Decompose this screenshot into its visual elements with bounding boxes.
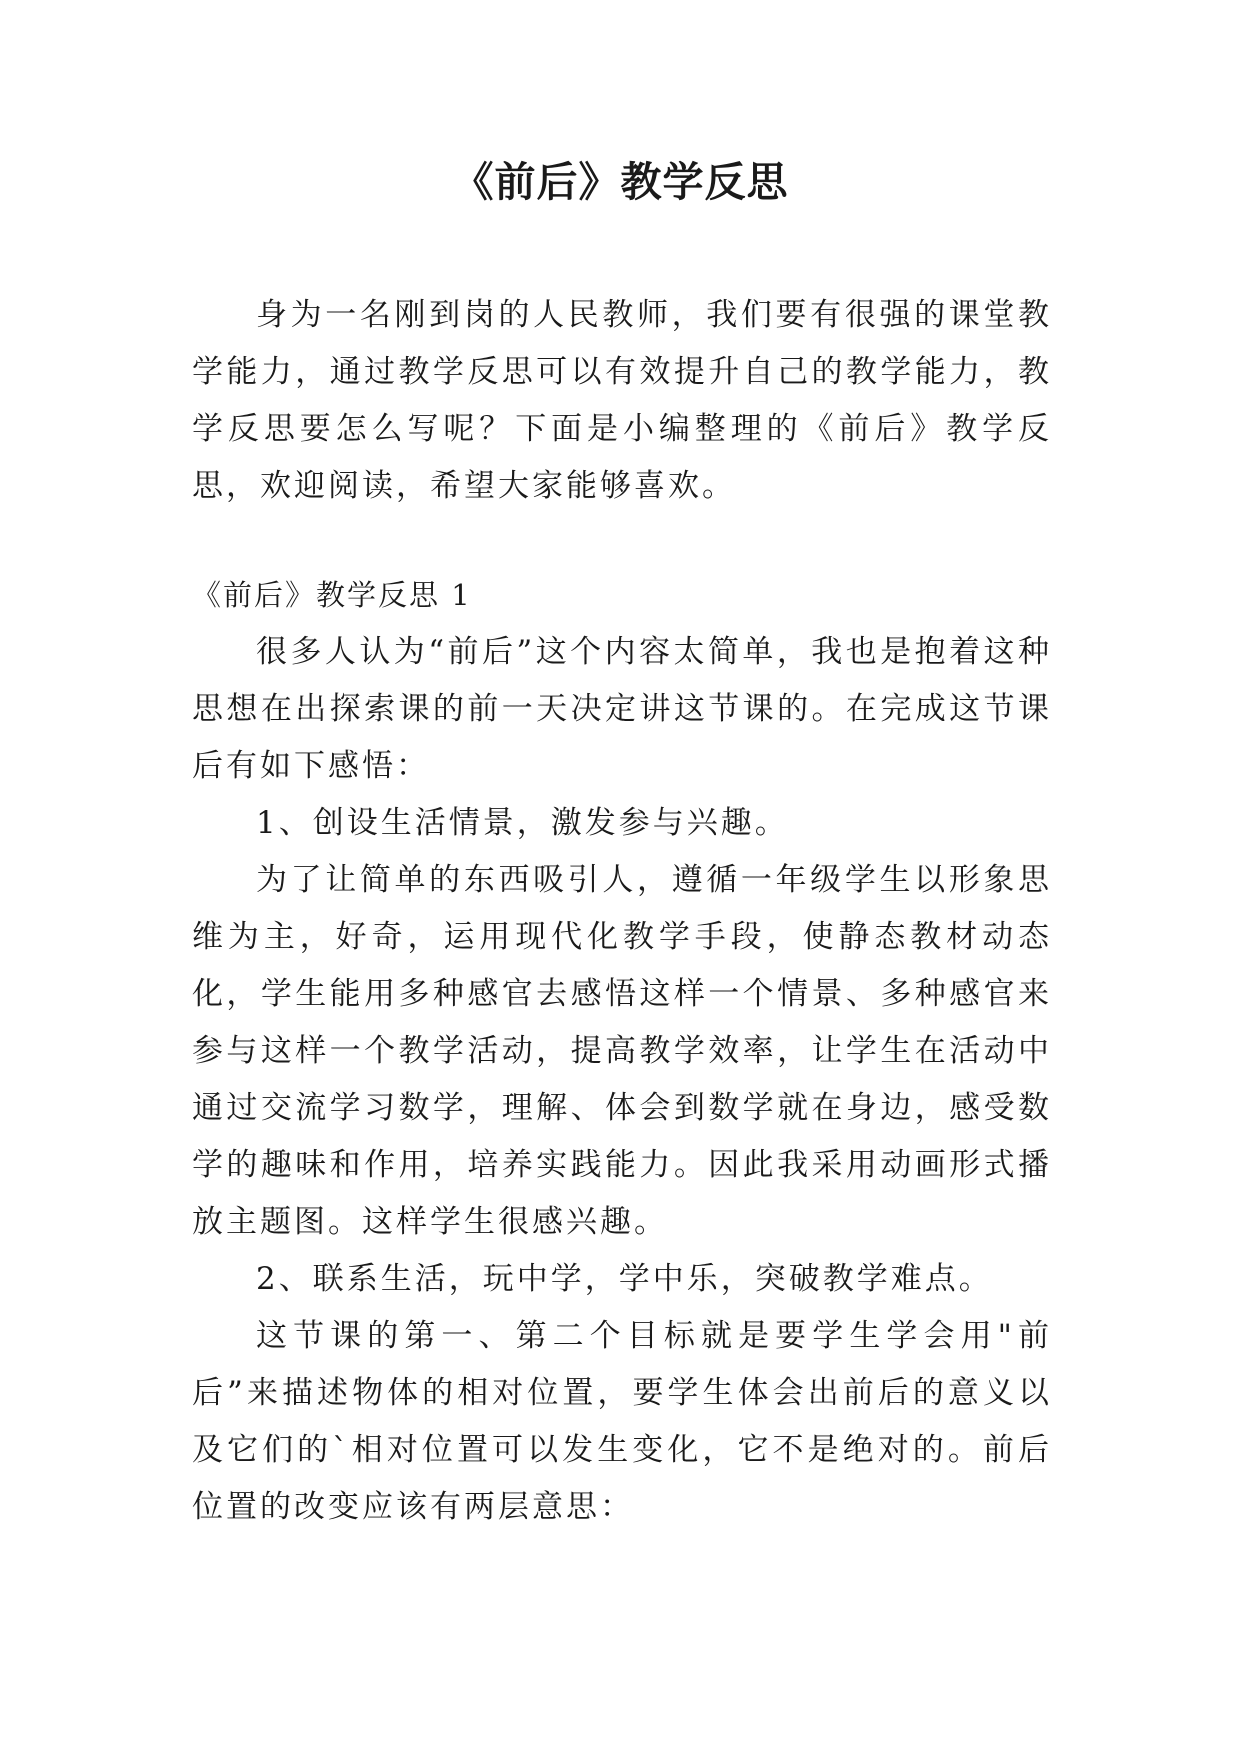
paragraph-spacer	[192, 515, 1052, 567]
body-paragraph: 这节课的第一、第二个目标就是要学生学会用"前后”来描述物体的相对位置，要学生体会出前后的意义以及它们的`相对位置可以发生变化，它不是绝对的。前后位置的改变应该有两层意思：	[192, 1318, 1052, 1525]
body-paragraph: 为了让简单的东西吸引人，遵循一年级学生以形象思维为主，好奇，运用现代化教学手段，使静态教材动态化，学生能用多种感官去感悟这样一个情景、多种感官来参与这样一个教学活动，提高教学效率，让学生在活动中通过交流学习数学，理解、体会到数学就在身边，感受数学的趣味和作用，培养实践能力。因此我采用动画形式播放主题图。这样学生很感兴趣。	[192, 862, 1052, 1240]
section-heading: 《前后》教学反思 1	[192, 578, 472, 612]
document-body	[192, 287, 1052, 1536]
point-heading: 2、联系生活，玩中学，学中乐，突破教学难点。	[256, 1261, 993, 1297]
intro-paragraph: 身为一名刚到岗的人民教师，我们要有很强的课堂教学能力，通过教学反思可以有效提升自己的教学能力，教学反思要怎么写呢？下面是小编整理的《前后》教学反思，欢迎阅读，希望大家能够喜欢。	[192, 297, 1052, 504]
body-paragraph: 很多人认为“前后”这个内容太简单，我也是抱着这种思想在出探索课的前一天决定讲这节课的。在完成这节课后有如下感悟：	[192, 634, 1052, 784]
point-heading: 1、创设生活情景，激发参与兴趣。	[256, 805, 789, 841]
document-title: 《前后》教学反思	[452, 158, 789, 206]
